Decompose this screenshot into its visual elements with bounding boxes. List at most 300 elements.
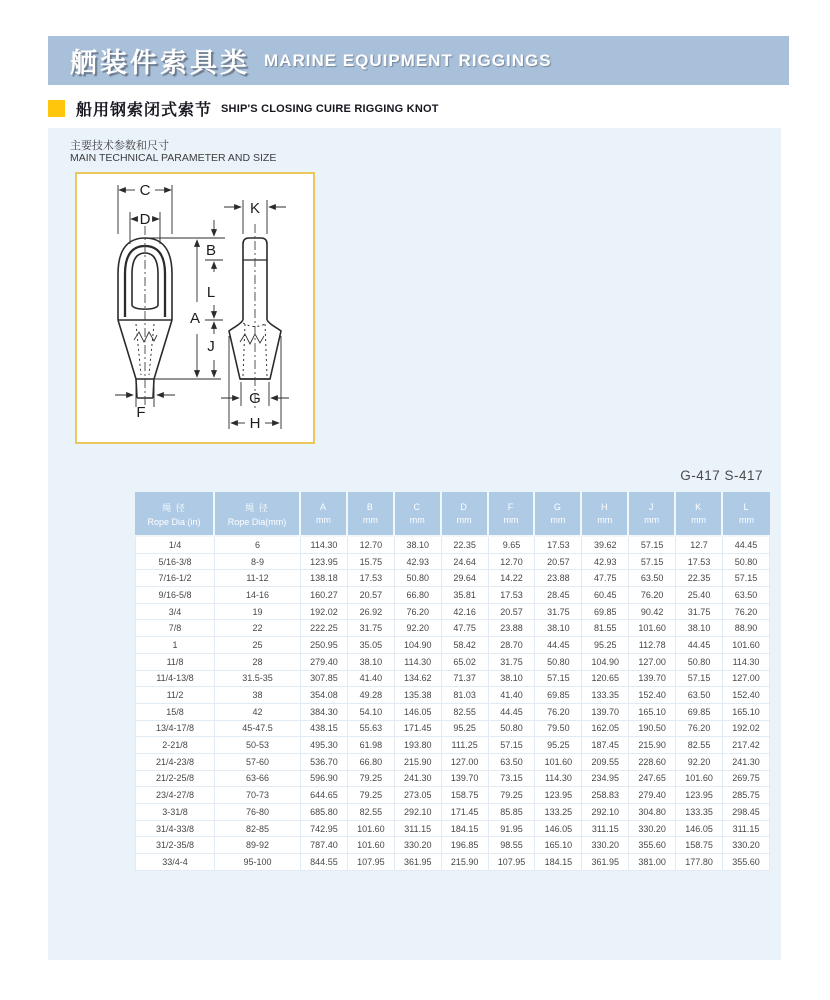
- table-cell: 139.70: [442, 771, 489, 788]
- table-cell: 47.75: [442, 620, 489, 637]
- table-cell: 11-12: [215, 570, 301, 587]
- section-title-english: SHIP'S CLOSING CUIRE RIGGING KNOT: [221, 102, 439, 115]
- table-cell: 241.30: [723, 754, 770, 771]
- dim-c-label: C: [139, 182, 151, 199]
- table-cell: 38.10: [489, 671, 536, 688]
- table-cell: 184.15: [535, 854, 582, 871]
- table-cell: 279.40: [629, 787, 676, 804]
- table-cell: 146.05: [395, 704, 442, 721]
- table-cell: 330.20: [723, 837, 770, 854]
- table-cell: 8-9: [215, 554, 301, 571]
- table-cell: 61.98: [348, 737, 395, 754]
- table-cell: 12.70: [348, 537, 395, 554]
- table-cell: 209.55: [582, 754, 629, 771]
- table-row: [135, 587, 770, 604]
- table-cell: 76.20: [723, 604, 770, 621]
- table-cell: 19: [215, 604, 301, 621]
- break-lines: [134, 332, 264, 344]
- table-cell: 158.75: [676, 837, 723, 854]
- table-cell: 742.95: [301, 821, 348, 838]
- table-cell: 81.55: [582, 620, 629, 637]
- table-cell: 21/4-23/8: [135, 754, 215, 771]
- dim-f-label: F: [136, 404, 146, 421]
- table-cell: 29.64: [442, 570, 489, 587]
- table-cell: 50.80: [489, 721, 536, 738]
- table-cell: 35.81: [442, 587, 489, 604]
- table-row: [135, 620, 770, 637]
- spec-table: [135, 492, 770, 871]
- table-cell: 330.20: [629, 821, 676, 838]
- banner-title-chinese: 舾装件索具类: [70, 48, 250, 78]
- table-row: [135, 854, 770, 871]
- table-cell: 292.10: [395, 804, 442, 821]
- section-heading: [48, 97, 439, 120]
- table-cell: 101.60: [348, 837, 395, 854]
- table-row: [135, 671, 770, 688]
- table-cell: 596.90: [301, 771, 348, 788]
- table-cell: 31.75: [676, 604, 723, 621]
- table-cell: 152.40: [629, 687, 676, 704]
- table-cell: 146.05: [535, 821, 582, 838]
- table-cell: 127.00: [723, 671, 770, 688]
- column-header: 绳 径 Rope Dia(mm): [215, 492, 301, 537]
- table-row: [135, 787, 770, 804]
- table-cell: 89-92: [215, 837, 301, 854]
- table-cell: 31/4-33/8: [135, 821, 215, 838]
- column-header: J mm: [629, 492, 676, 537]
- table-cell: 57.15: [489, 737, 536, 754]
- table-cell: 28.70: [489, 637, 536, 654]
- table-cell: 85.85: [489, 804, 536, 821]
- table-cell: 215.90: [442, 854, 489, 871]
- table-cell: 39.62: [582, 537, 629, 554]
- table-row: [135, 687, 770, 704]
- table-cell: 82.55: [348, 804, 395, 821]
- table-cell: 41.40: [348, 671, 395, 688]
- table-cell: 76-80: [215, 804, 301, 821]
- table-cell: 330.20: [582, 837, 629, 854]
- table-cell: 165.10: [723, 704, 770, 721]
- table-cell: 217.42: [723, 737, 770, 754]
- dim-d-label: D: [139, 211, 151, 228]
- table-cell: 70-73: [215, 787, 301, 804]
- table-cell: 38.10: [535, 620, 582, 637]
- table-cell: 20.57: [489, 604, 536, 621]
- table-cell: 279.40: [301, 654, 348, 671]
- table-cell: 63.50: [489, 754, 536, 771]
- table-cell: 71.37: [442, 671, 489, 688]
- column-header: A mm: [301, 492, 348, 537]
- table-cell: 330.20: [395, 837, 442, 854]
- table-cell: 88.90: [723, 620, 770, 637]
- table-cell: 120.65: [582, 671, 629, 688]
- table-cell: 23/4-27/8: [135, 787, 215, 804]
- table-row: [135, 637, 770, 654]
- table-cell: 685.80: [301, 804, 348, 821]
- table-cell: 92.20: [676, 754, 723, 771]
- table-cell: 304.80: [629, 804, 676, 821]
- table-cell: 123.95: [676, 787, 723, 804]
- table-cell: 292.10: [582, 804, 629, 821]
- table-cell: 311.15: [582, 821, 629, 838]
- table-cell: 111.25: [442, 737, 489, 754]
- table-cell: 31/2-35/8: [135, 837, 215, 854]
- table-row: [135, 554, 770, 571]
- table-cell: 82-85: [215, 821, 301, 838]
- table-cell: 234.95: [582, 771, 629, 788]
- table-cell: 215.90: [395, 754, 442, 771]
- table-cell: 76.20: [629, 587, 676, 604]
- table-cell: 22.35: [676, 570, 723, 587]
- table-cell: 134.62: [395, 671, 442, 688]
- table-cell: 63.50: [723, 587, 770, 604]
- table-cell: 25.40: [676, 587, 723, 604]
- table-cell: 38.10: [395, 537, 442, 554]
- table-row: [135, 604, 770, 621]
- table-cell: 192.02: [723, 721, 770, 738]
- table-cell: 193.80: [395, 737, 442, 754]
- table-cell: 23.88: [489, 620, 536, 637]
- table-cell: 241.30: [395, 771, 442, 788]
- table-cell: 644.65: [301, 787, 348, 804]
- table-cell: 495.30: [301, 737, 348, 754]
- table-row: [135, 737, 770, 754]
- table-cell: 101.60: [676, 771, 723, 788]
- table-cell: 38: [215, 687, 301, 704]
- table-row: [135, 837, 770, 854]
- table-cell: 152.40: [723, 687, 770, 704]
- table-row: [135, 721, 770, 738]
- table-cell: 160.27: [301, 587, 348, 604]
- table-cell: 133.35: [676, 804, 723, 821]
- table-cell: 79.25: [348, 771, 395, 788]
- yellow-bullet-icon: [48, 100, 65, 117]
- table-cell: 41.40: [489, 687, 536, 704]
- dim-a-label: A: [189, 310, 201, 327]
- column-header: L mm: [723, 492, 770, 537]
- table-cell: 17.53: [676, 554, 723, 571]
- table-cell: 14.22: [489, 570, 536, 587]
- column-header: F mm: [489, 492, 536, 537]
- page-banner: [48, 36, 789, 85]
- table-cell: 42.16: [442, 604, 489, 621]
- hidden-lines: [136, 323, 267, 376]
- table-cell: 107.95: [489, 854, 536, 871]
- table-cell: 17.53: [489, 587, 536, 604]
- table-cell: 91.95: [489, 821, 536, 838]
- table-cell: 112.78: [629, 637, 676, 654]
- table-cell: 28: [215, 654, 301, 671]
- table-cell: 50.80: [535, 654, 582, 671]
- column-header: G mm: [535, 492, 582, 537]
- table-cell: 63.50: [676, 687, 723, 704]
- table-cell: 33/4-4: [135, 854, 215, 871]
- table-cell: 35.05: [348, 637, 395, 654]
- table-cell: 114.30: [723, 654, 770, 671]
- table-cell: 114.30: [535, 771, 582, 788]
- table-cell: 50-53: [215, 737, 301, 754]
- table-row: [135, 754, 770, 771]
- table-cell: 1/4: [135, 537, 215, 554]
- section-title-chinese: 船用钢索闭式索节: [76, 102, 213, 119]
- table-cell: 355.60: [723, 854, 770, 871]
- table-cell: 101.60: [629, 620, 676, 637]
- table-cell: 57-60: [215, 754, 301, 771]
- table-cell: 57.15: [629, 537, 676, 554]
- table-cell: 11/4-13/8: [135, 671, 215, 688]
- table-cell: 258.83: [582, 787, 629, 804]
- table-cell: 42.93: [582, 554, 629, 571]
- table-cell: 47.75: [582, 570, 629, 587]
- table-cell: 222.25: [301, 620, 348, 637]
- subtitle-english: MAIN TECHNICAL PARAMETER AND SIZE: [70, 152, 277, 164]
- table-cell: 76.20: [535, 704, 582, 721]
- table-cell: 3/4: [135, 604, 215, 621]
- table-cell: 355.60: [629, 837, 676, 854]
- table-cell: 311.15: [723, 821, 770, 838]
- table-cell: 14-16: [215, 587, 301, 604]
- table-cell: 81.03: [442, 687, 489, 704]
- table-cell: 55.63: [348, 721, 395, 738]
- table-row: [135, 570, 770, 587]
- table-cell: 354.08: [301, 687, 348, 704]
- table-cell: 22: [215, 620, 301, 637]
- table-cell: 11/8: [135, 654, 215, 671]
- table-cell: 45-47.5: [215, 721, 301, 738]
- table-cell: 247.65: [629, 771, 676, 788]
- table-cell: 63.50: [629, 570, 676, 587]
- dim-j-label: J: [207, 338, 215, 355]
- table-cell: 50.80: [395, 570, 442, 587]
- technical-drawing-box: [75, 172, 315, 444]
- spec-table-body: [135, 537, 770, 871]
- table-cell: 177.80: [676, 854, 723, 871]
- table-cell: 31.75: [535, 604, 582, 621]
- table-cell: 7/16-1/2: [135, 570, 215, 587]
- subtitle-chinese: 主要技术参数和尺寸: [70, 140, 169, 152]
- table-cell: 127.00: [629, 654, 676, 671]
- table-cell: 5/16-3/8: [135, 554, 215, 571]
- table-cell: 44.45: [489, 704, 536, 721]
- table-cell: 76.20: [676, 721, 723, 738]
- table-cell: 17.53: [535, 537, 582, 554]
- table-cell: 95-100: [215, 854, 301, 871]
- table-cell: 101.60: [535, 754, 582, 771]
- table-cell: 114.30: [301, 537, 348, 554]
- table-cell: 438.15: [301, 721, 348, 738]
- table-cell: 273.05: [395, 787, 442, 804]
- table-row: [135, 771, 770, 788]
- dim-b-label: B: [205, 242, 217, 259]
- table-cell: 69.85: [535, 687, 582, 704]
- table-cell: 23.88: [535, 570, 582, 587]
- table-cell: 44.45: [676, 637, 723, 654]
- table-cell: 228.60: [629, 754, 676, 771]
- table-row: [135, 821, 770, 838]
- banner-title-english: MARINE EQUIPMENT RIGGINGS: [264, 50, 552, 70]
- model-code: G-417 S-417: [680, 468, 763, 483]
- spec-table-head: [135, 492, 770, 537]
- table-cell: 9/16-5/8: [135, 587, 215, 604]
- table-cell: 31.5-35: [215, 671, 301, 688]
- table-cell: 57.15: [676, 671, 723, 688]
- table-cell: 162.05: [582, 721, 629, 738]
- table-cell: 250.95: [301, 637, 348, 654]
- table-cell: 38.10: [348, 654, 395, 671]
- dim-k-label: K: [249, 200, 261, 217]
- table-cell: 95.25: [442, 721, 489, 738]
- column-header: 绳 径 Rope Dia (in): [135, 492, 215, 537]
- dim-l-label: L: [206, 284, 216, 301]
- table-cell: 844.55: [301, 854, 348, 871]
- table-cell: 11/2: [135, 687, 215, 704]
- column-header: B mm: [348, 492, 395, 537]
- content-panel: [48, 128, 781, 960]
- table-cell: 2-21/8: [135, 737, 215, 754]
- table-cell: 135.38: [395, 687, 442, 704]
- table-cell: 1: [135, 637, 215, 654]
- table-cell: 215.90: [629, 737, 676, 754]
- table-cell: 133.35: [582, 687, 629, 704]
- table-cell: 123.95: [301, 554, 348, 571]
- table-cell: 44.45: [723, 537, 770, 554]
- table-cell: 95.25: [582, 637, 629, 654]
- table-cell: 57.15: [723, 570, 770, 587]
- table-cell: 44.45: [535, 637, 582, 654]
- table-cell: 146.05: [676, 821, 723, 838]
- table-cell: 192.02: [301, 604, 348, 621]
- table-cell: 20.57: [535, 554, 582, 571]
- table-cell: 298.45: [723, 804, 770, 821]
- table-row: [135, 537, 770, 554]
- table-cell: 9.65: [489, 537, 536, 554]
- table-cell: 171.45: [395, 721, 442, 738]
- table-cell: 12.70: [489, 554, 536, 571]
- column-header: H mm: [582, 492, 629, 537]
- table-cell: 66.80: [395, 587, 442, 604]
- table-cell: 138.18: [301, 570, 348, 587]
- column-header: C mm: [395, 492, 442, 537]
- dim-g-label: G: [249, 390, 261, 407]
- table-cell: 285.75: [723, 787, 770, 804]
- table-cell: 82.55: [442, 704, 489, 721]
- table-cell: 361.95: [582, 854, 629, 871]
- table-cell: 187.45: [582, 737, 629, 754]
- table-cell: 79.25: [489, 787, 536, 804]
- table-cell: 15.75: [348, 554, 395, 571]
- table-cell: 107.95: [348, 854, 395, 871]
- table-cell: 165.10: [535, 837, 582, 854]
- table-cell: 69.85: [676, 704, 723, 721]
- table-cell: 79.50: [535, 721, 582, 738]
- table-cell: 92.20: [395, 620, 442, 637]
- table-cell: 15/8: [135, 704, 215, 721]
- table-cell: 139.70: [582, 704, 629, 721]
- table-cell: 311.15: [395, 821, 442, 838]
- table-cell: 787.40: [301, 837, 348, 854]
- table-cell: 73.15: [489, 771, 536, 788]
- table-cell: 123.95: [535, 787, 582, 804]
- table-cell: 536.70: [301, 754, 348, 771]
- table-cell: 25: [215, 637, 301, 654]
- table-cell: 31.75: [489, 654, 536, 671]
- table-cell: 307.85: [301, 671, 348, 688]
- table-cell: 104.90: [395, 637, 442, 654]
- table-cell: 38.10: [676, 620, 723, 637]
- table-cell: 98.55: [489, 837, 536, 854]
- table-cell: 90.42: [629, 604, 676, 621]
- table-cell: 50.80: [723, 554, 770, 571]
- table-cell: 20.57: [348, 587, 395, 604]
- table-cell: 13/4-17/8: [135, 721, 215, 738]
- table-cell: 60.45: [582, 587, 629, 604]
- spec-table-wrap: [135, 492, 770, 871]
- table-cell: 269.75: [723, 771, 770, 788]
- table-cell: 381.00: [629, 854, 676, 871]
- table-cell: 22.35: [442, 537, 489, 554]
- column-header: D mm: [442, 492, 489, 537]
- table-row: [135, 804, 770, 821]
- table-cell: 76.20: [395, 604, 442, 621]
- table-cell: 17.53: [348, 570, 395, 587]
- table-row: [135, 704, 770, 721]
- table-cell: 54.10: [348, 704, 395, 721]
- table-cell: 57.15: [535, 671, 582, 688]
- technical-drawing: [77, 174, 313, 442]
- table-cell: 165.10: [629, 704, 676, 721]
- table-cell: 3-31/8: [135, 804, 215, 821]
- table-cell: 95.25: [535, 737, 582, 754]
- table-cell: 158.75: [442, 787, 489, 804]
- table-cell: 82.55: [676, 737, 723, 754]
- table-cell: 58.42: [442, 637, 489, 654]
- table-cell: 127.00: [442, 754, 489, 771]
- table-cell: 184.15: [442, 821, 489, 838]
- table-cell: 26.92: [348, 604, 395, 621]
- table-cell: 196.85: [442, 837, 489, 854]
- table-cell: 66.80: [348, 754, 395, 771]
- table-cell: 101.60: [348, 821, 395, 838]
- table-cell: 79.25: [348, 787, 395, 804]
- column-header: K mm: [676, 492, 723, 537]
- table-cell: 101.60: [723, 637, 770, 654]
- table-cell: 31.75: [348, 620, 395, 637]
- table-cell: 42: [215, 704, 301, 721]
- table-cell: 361.95: [395, 854, 442, 871]
- table-cell: 63-66: [215, 771, 301, 788]
- table-cell: 6: [215, 537, 301, 554]
- table-cell: 114.30: [395, 654, 442, 671]
- table-cell: 65.02: [442, 654, 489, 671]
- dim-h-label: H: [249, 415, 261, 432]
- table-cell: 384.30: [301, 704, 348, 721]
- table-cell: 49.28: [348, 687, 395, 704]
- table-cell: 57.15: [629, 554, 676, 571]
- table-cell: 24.64: [442, 554, 489, 571]
- table-cell: 69.85: [582, 604, 629, 621]
- table-cell: 7/8: [135, 620, 215, 637]
- table-cell: 12.7: [676, 537, 723, 554]
- table-cell: 171.45: [442, 804, 489, 821]
- table-row: [135, 654, 770, 671]
- table-cell: 104.90: [582, 654, 629, 671]
- table-cell: 133.25: [535, 804, 582, 821]
- table-cell: 190.50: [629, 721, 676, 738]
- table-cell: 28.45: [535, 587, 582, 604]
- table-cell: 139.70: [629, 671, 676, 688]
- table-cell: 42.93: [395, 554, 442, 571]
- table-cell: 50.80: [676, 654, 723, 671]
